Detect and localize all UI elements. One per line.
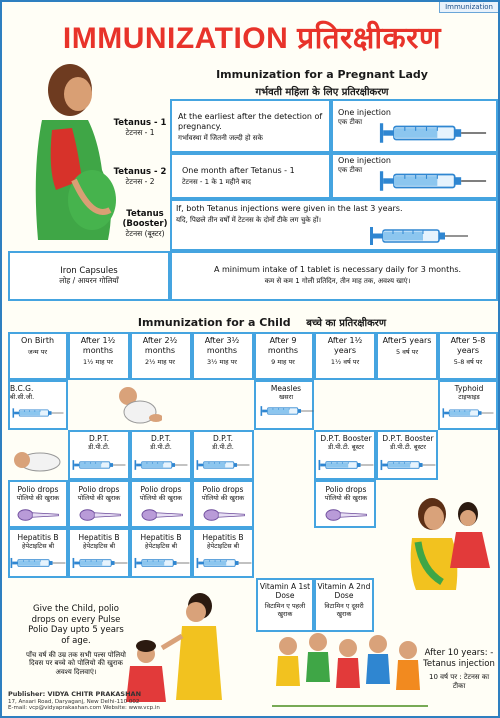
- child-heading: [112, 311, 412, 330]
- hepb-label-2: Hepatitis B हेपेटाइटिस बी: [78, 533, 120, 550]
- syringe-icon: [196, 556, 252, 570]
- pregnant-heading-en: Immunization for a Pregnant Lady: [216, 68, 428, 81]
- syringe-icon: [374, 120, 492, 146]
- iron-note: A minimum intake of 1 tablet is necessary daily for 3 months. कम से कम 1 गोली प्रतिदिन, तीन माह तक, अवश्य खाएं।: [213, 265, 462, 285]
- dpt-label-3: D.P.T. डी.पी.टी.: [212, 434, 234, 451]
- iron-label: Iron Capsules लोह / आयरन गोलियाँ: [59, 266, 119, 286]
- children-group-illustration: [270, 626, 430, 712]
- tt2-when: One month after Tetanus - 1 टेटनस - 1 के 1 महीने बाद: [182, 166, 295, 186]
- hepb-label-4: Hepatitis B हेपेटाइटिस बी: [202, 533, 244, 550]
- pregnant-heading: [202, 68, 442, 98]
- syringe-icon: [374, 168, 492, 194]
- syringe-icon: [442, 406, 494, 420]
- publisher-info: Publisher: VIDYA CHITR PRAKASHAN 17, Ansari Road, Daryaganj, New Delhi-110 002 E-mail: vcp@vidyaprakashan.com Website: www.vcp.in: [8, 690, 160, 712]
- syringe-icon: [260, 404, 314, 418]
- tt2-dose: One injection एक टीका: [338, 156, 391, 174]
- age-header: After 1½ months 1½ माह पर: [80, 336, 116, 366]
- hepb-label-3: Hepatitis B हेपेटाइटिस बी: [140, 533, 182, 550]
- syringe-icon: [318, 458, 374, 472]
- dropper-icon: [14, 506, 64, 524]
- dpt-booster-label-1: D.P.T. Booster डी.पी.टी. बूस्टर: [320, 434, 372, 451]
- tt2-label: Tetanus - 2 टेटनस - 2: [113, 167, 167, 187]
- syringe-icon: [380, 458, 436, 472]
- dropper-icon: [138, 506, 188, 524]
- syringe-icon: [12, 406, 64, 420]
- infant-illustration: [12, 446, 62, 474]
- mother-child-illustration: [398, 490, 498, 590]
- pregnant-woman-illustration: [12, 60, 122, 245]
- syringe-icon: [72, 458, 126, 472]
- top-tag: Immunization: [439, 2, 498, 13]
- age-header: After 9 months 9 माह पर: [267, 336, 299, 366]
- tt1-when: At the earliest after the detection of pregnancy. गर्भावस्था में जितनी जल्दी हो सके: [178, 112, 323, 142]
- age-header: After 2½ months 2½ माह पर: [142, 336, 178, 366]
- pregnant-heading-hi: गर्भवती महिला के लिए प्रतिरक्षीकरण: [255, 87, 389, 98]
- bcg-label: B.C.G. बी.सी.जी.: [10, 384, 35, 401]
- hepb-label-1: Hepatitis B हेपेटाइटिस बी: [17, 533, 59, 550]
- polio-label-2: Polio drops पोलियो की खुराक: [77, 485, 121, 502]
- dropper-icon: [200, 506, 250, 524]
- baby-illustration: [110, 384, 162, 426]
- measles-label: Measles खसरा: [270, 384, 302, 401]
- dpt-label-2: D.P.T. डी.पी.टी.: [150, 434, 172, 451]
- dpt-label-1: D.P.T. डी.पी.टी.: [88, 434, 110, 451]
- age-header: After 3½ months 3½ माह पर: [204, 336, 240, 366]
- vita2-label: Vitamin A 2nd Dose विटामिन ए दूसरी खुराक: [317, 582, 371, 618]
- dropper-icon: [76, 506, 126, 524]
- child-heading-en: Immunization for a Child: [137, 316, 291, 329]
- page-title: IMMUNIZATION प्रतिरक्षीकरण: [62, 22, 442, 55]
- age-header: On Birth जन्म पर: [20, 336, 55, 356]
- typhoid-label: Typhoid टाइफाइड: [454, 384, 484, 401]
- syringe-icon: [72, 556, 128, 570]
- syringe-icon: [196, 458, 250, 472]
- booster-label: Tetanus (Booster) टेटनस (बूस्टर): [122, 209, 168, 239]
- dropper-icon: [322, 506, 372, 524]
- tt1-label: Tetanus - 1 टेटनस - 1: [113, 118, 167, 138]
- syringe-icon: [134, 556, 190, 570]
- polio-label-4: Polio drops पोलियो की खुराक: [201, 485, 245, 502]
- after-10-years-note: After 10 years: - Tetanus injection 10 वर्ष पर : टेटनस का टीका: [423, 648, 495, 690]
- age-header: After5 years 5 वर्ष पर: [382, 336, 432, 356]
- syringe-icon: [354, 224, 484, 248]
- booster-when: If, both Tetanus injections were given in the last 3 years. यदि, पिछले तीन वर्षों में टेटनस के दोनों टीके लग चुके हों।: [176, 204, 403, 224]
- syringe-icon: [134, 458, 188, 472]
- polio-label-1: Polio drops पोलियो की खुराक: [16, 485, 60, 502]
- age-header: After 5-8 years 5-8 वर्ष पर: [450, 336, 486, 366]
- child-heading-hi: बच्चे का प्रतिरक्षीकरण: [306, 318, 387, 329]
- polio-label-5: Polio drops पोलियो की खुराक: [324, 485, 368, 502]
- tt1-dose: One injection एक टीका: [338, 108, 391, 126]
- dpt-booster-label-2: D.P.T. Booster डी.पी.टी. बूस्टर: [382, 434, 434, 451]
- vita1-label: Vitamin A 1st Dose विटामिन ए पहली खुराक: [259, 582, 311, 618]
- syringe-icon: [10, 556, 66, 570]
- age-header: After 1½ years 1½ वर्ष पर: [327, 336, 363, 366]
- polio-label-3: Polio drops पोलियो की खुराक: [139, 485, 183, 502]
- pulse-polio-note: Give the Child, polio drops on every Pulse Polio Day upto 5 years of age. पाँच वर्ष की उम्र तक सभी पल्स पोलियो दिवस पर बच्चे को पोलियो की खुराक अवश्य दिलवाएं।: [26, 604, 126, 676]
